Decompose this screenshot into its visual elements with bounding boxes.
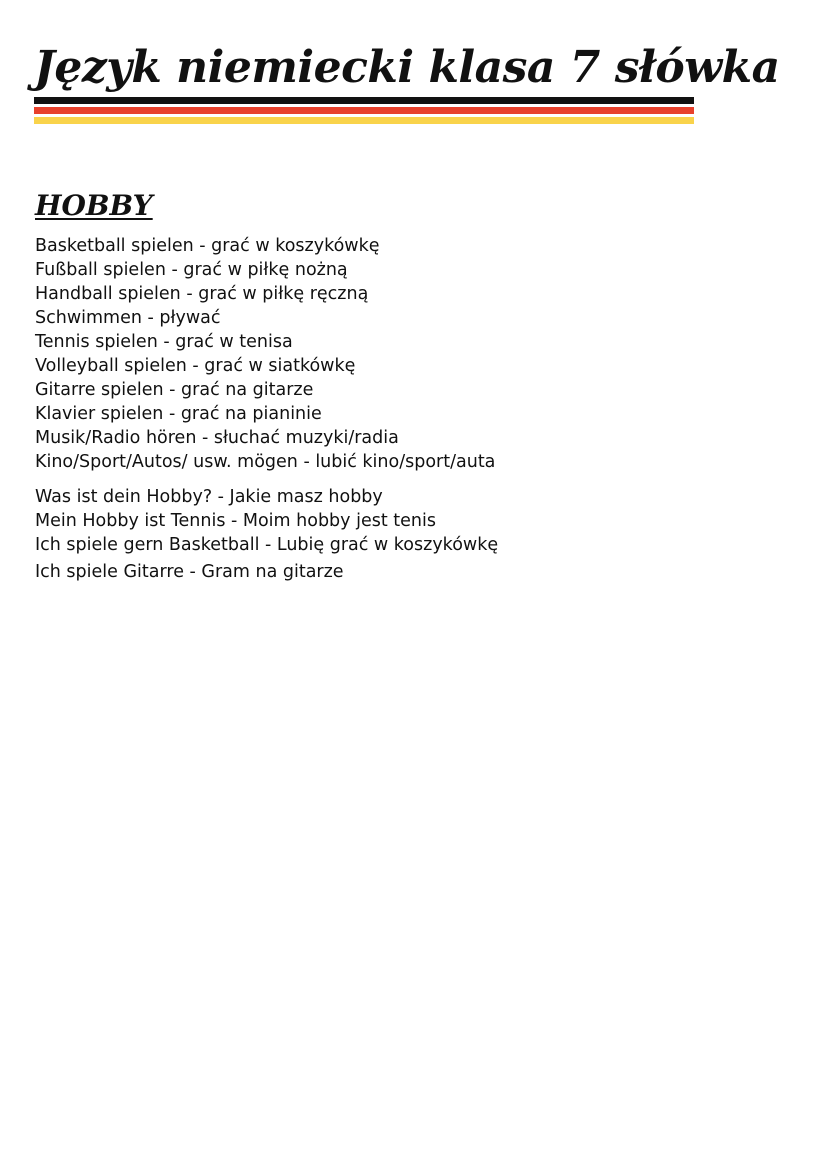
vocabulary-item: Gitarre spielen - grać na gitarze	[35, 380, 314, 400]
stripe-red	[34, 107, 694, 114]
flag-stripes	[34, 97, 694, 124]
phrase-item: Was ist dein Hobby? - Jakie masz hobby	[35, 487, 383, 507]
vocabulary-item: Tennis spielen - grać w tenisa	[35, 332, 293, 352]
vocabulary-item: Schwimmen - pływać	[35, 308, 221, 328]
vocabulary-item: Basketball spielen - grać w koszykówkę	[35, 236, 380, 256]
phrase-item: Ich spiele Gitarre - Gram na gitarze	[35, 562, 344, 582]
vocabulary-item: Kino/Sport/Autos/ usw. mögen - lubić kino/sport/auta	[35, 452, 496, 472]
page-title: Język niemiecki klasa 7 słówka	[34, 42, 780, 93]
vocabulary-item: Volleyball spielen - grać w siatkówkę	[35, 356, 356, 376]
phrase-item: Mein Hobby ist Tennis - Moim hobby jest tenis	[35, 511, 436, 531]
section-heading: HOBBY	[35, 189, 153, 222]
vocabulary-item: Handball spielen - grać w piłkę ręczną	[35, 284, 369, 304]
vocabulary-item: Fußball spielen - grać w piłkę nożną	[35, 260, 348, 280]
stripe-gold	[34, 117, 694, 124]
vocabulary-item: Musik/Radio hören - słuchać muzyki/radia	[35, 428, 399, 448]
phrase-item: Ich spiele gern Basketball - Lubię grać w koszykówkę	[35, 535, 499, 555]
stripe-black	[34, 97, 694, 104]
vocabulary-list	[35, 234, 495, 474]
phrase-list	[35, 485, 498, 584]
vocabulary-item: Klavier spielen - grać na pianinie	[35, 404, 322, 424]
